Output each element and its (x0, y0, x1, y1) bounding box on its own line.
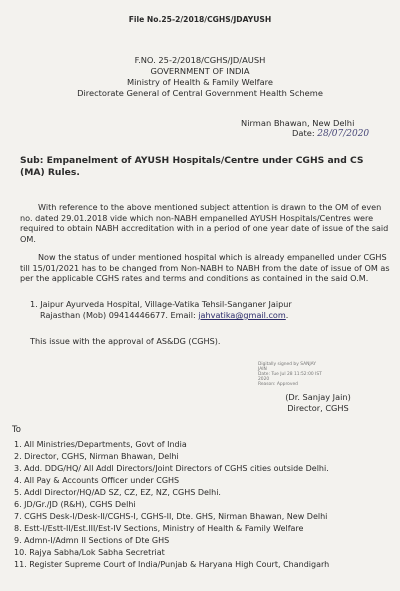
digital-sig-line: 2020 (258, 377, 270, 382)
list-item: 7. CGHS Desk-I/Desk-II/CGHS-I, CGHS-II, Dte. GHS, Nirman Bhawan, New Delhi (14, 512, 328, 521)
digital-sig-line: JAIN (258, 367, 267, 372)
fno-line: F.NO. 25-2/2018/CGHS/JD/AUSH (134, 55, 266, 65)
list-item: 6. JD/Gr./JD (R&H), CGHS Delhi (14, 500, 136, 509)
signatory-title: Director, CGHS (287, 403, 349, 413)
handwritten-date: 28/07/2020 (317, 129, 370, 139)
list-item: 11. Register Supreme Court of India/Punjab & Haryana High Court, Chandigarh (14, 560, 330, 569)
list-item: 4. All Pay & Accounts Officer under CGHS (14, 476, 180, 485)
hospital-line-1: 1. Jaipur Ayurveda Hospital, Village-Vatika Tehsil-Sanganer Jaipur (30, 299, 292, 309)
to-label: To (12, 425, 21, 435)
file-number: File No.25-2/2018/CGHS/JDAYUSH (128, 15, 272, 24)
list-item: 5. Addl Director/HQ/AD SZ, CZ, EZ, NZ, CGHS Delhi. (14, 488, 221, 497)
list-item: 8. Estt-I/Estt-II/Est.III/Est-IV Sections, Ministry of Health & Family Welfare (14, 524, 304, 533)
digital-sig-line: Reason: Approved (258, 382, 298, 387)
list-item: 2. Director, CGHS, Nirman Bhawan, Delhi (14, 452, 179, 461)
list-item: 3. Add. DDG/HQ/ All Addl Directors/Joint Directors of CGHS cities outside Delhi. (14, 464, 329, 473)
recipient-list (14, 440, 392, 570)
list-item: 9. Admn-I/Admn II Sections of Dte GHS (14, 536, 170, 545)
hospital-line-2 (40, 310, 288, 320)
digital-sig-line: Date: Tue Jul 28 11:52:00 IST (258, 372, 322, 377)
directorate-line: Directorate General of Central Government Health Scheme (77, 88, 323, 98)
date-label: Date: (292, 128, 315, 138)
paragraph-2: Now the status of under mentioned hospital which is already empanelled under CGHS till 15/01/2021 has to be changed from Non-NABH to NABH from the date of issue of OM as per the applicable CGHS rates and terms and conditions as contained in the said O.M. (20, 252, 390, 283)
paragraph-1: With reference to the above mentioned subject attention is drawn to the OM of even no. dated 29.01.2018 vide which non-NABH empanelled AYUSH Hospitals/Centres were required to obtain NABH accreditation with in a period of one year date of issue of the said OM. (20, 202, 389, 244)
list-item: 1. All Ministries/Departments, Govt of India (14, 440, 187, 449)
date-line (292, 128, 369, 139)
place-line: Nirman Bhawan, New Delhi (241, 118, 355, 128)
signatory-block (263, 392, 373, 414)
hospital-email-link[interactable]: jahvatika@gmail.com (198, 310, 286, 320)
signatory-name: (Dr. Sanjay Jain) (285, 392, 351, 402)
digital-sig-line: Digitally signed by SANJAY (258, 362, 316, 367)
govt-line: GOVERNMENT OF INDIA (150, 66, 250, 76)
hospital-line-end: . (285, 310, 289, 320)
hospital-contact: Rajasthan (Mob) 09414446677. Email: (40, 310, 199, 320)
approval-line: This issue with the approval of AS&DG (CGHS). (30, 336, 221, 346)
digital-signature-stamp (258, 362, 322, 387)
subject-line: Sub: Empanelment of AYUSH Hospitals/Centre under CGHS and CS (MA) Rules. (20, 155, 364, 178)
list-item: 10. Rajya Sabha/Lok Sabha Secretriat (14, 548, 165, 557)
ministry-line: Ministry of Health & Family Welfare (127, 77, 273, 87)
